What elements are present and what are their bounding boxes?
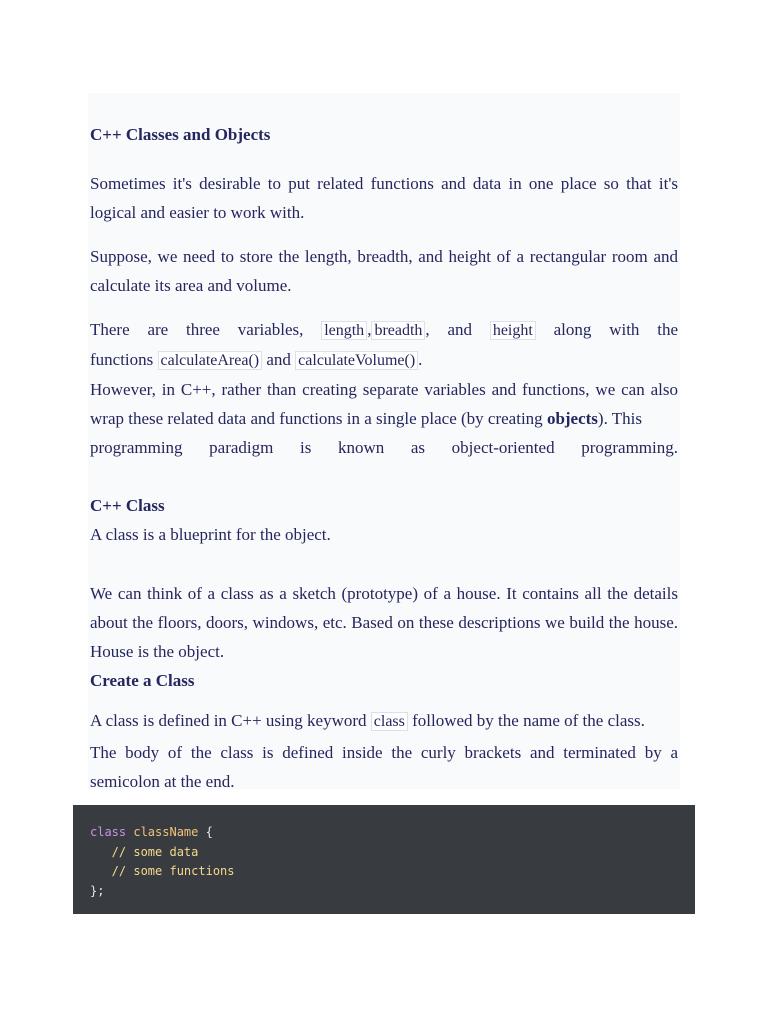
intro-paragraph: Sometimes it's desirable to put related functions and data in one place so that it's logical and easier to work with. <box>90 174 678 222</box>
code-keyword: class <box>90 825 127 839</box>
house-paragraph: We can think of a class as a sketch (prototype) of a house. It contains all the details about the floors, doors, windows, etc. Based on these descriptions we build the house. House is the object. <box>90 584 678 661</box>
code-line-3: // some functions <box>90 864 235 878</box>
room-paragraph: Suppose, we need to store the length, breadth, and height of a rectangular room and calculate its area and volume. <box>90 247 678 295</box>
inline-code-breadth: breadth <box>371 321 425 340</box>
variables-line-1: There are three variables, length , breadth , and height along with the <box>90 320 678 339</box>
inline-code-height: height <box>490 321 536 340</box>
bold-objects: objects <box>546 409 598 428</box>
body-paragraph: The body of the class is defined inside the curly brackets and terminated by a semicolon at the end. <box>90 743 678 791</box>
inline-code-calculate-volume: calculateVolume() <box>295 351 418 370</box>
article-content <box>88 93 680 789</box>
main-heading: C++ Classes and Objects <box>90 125 271 144</box>
code-block <box>73 805 695 914</box>
code-class-name: className <box>133 825 199 839</box>
oop-paragraph: However, in C++, rather than creating separate variables and functions, we can also wrap these related data and functions in a single place (by creating objects). This <box>90 380 678 428</box>
code-line-4: }; <box>90 883 105 898</box>
inline-code-class: class <box>371 712 408 731</box>
code-line-2: // some data <box>90 844 199 859</box>
code-line-1: class className { <box>90 825 213 839</box>
oop-paragraph-last-line: programming paradigm is known as object-oriented programming. <box>90 438 678 457</box>
variables-line-2: functions calculateArea() and calculateVolume() . <box>90 350 423 369</box>
class-heading: C++ Class <box>90 496 165 515</box>
inline-code-calculate-area: calculateArea() <box>158 351 263 370</box>
blueprint-paragraph: A class is a blueprint for the object. <box>90 525 331 544</box>
keyword-paragraph: A class is defined in C++ using keyword class followed by the name of the class. <box>90 711 645 730</box>
inline-code-length: length <box>321 321 367 340</box>
create-class-heading: Create a Class <box>90 671 195 690</box>
